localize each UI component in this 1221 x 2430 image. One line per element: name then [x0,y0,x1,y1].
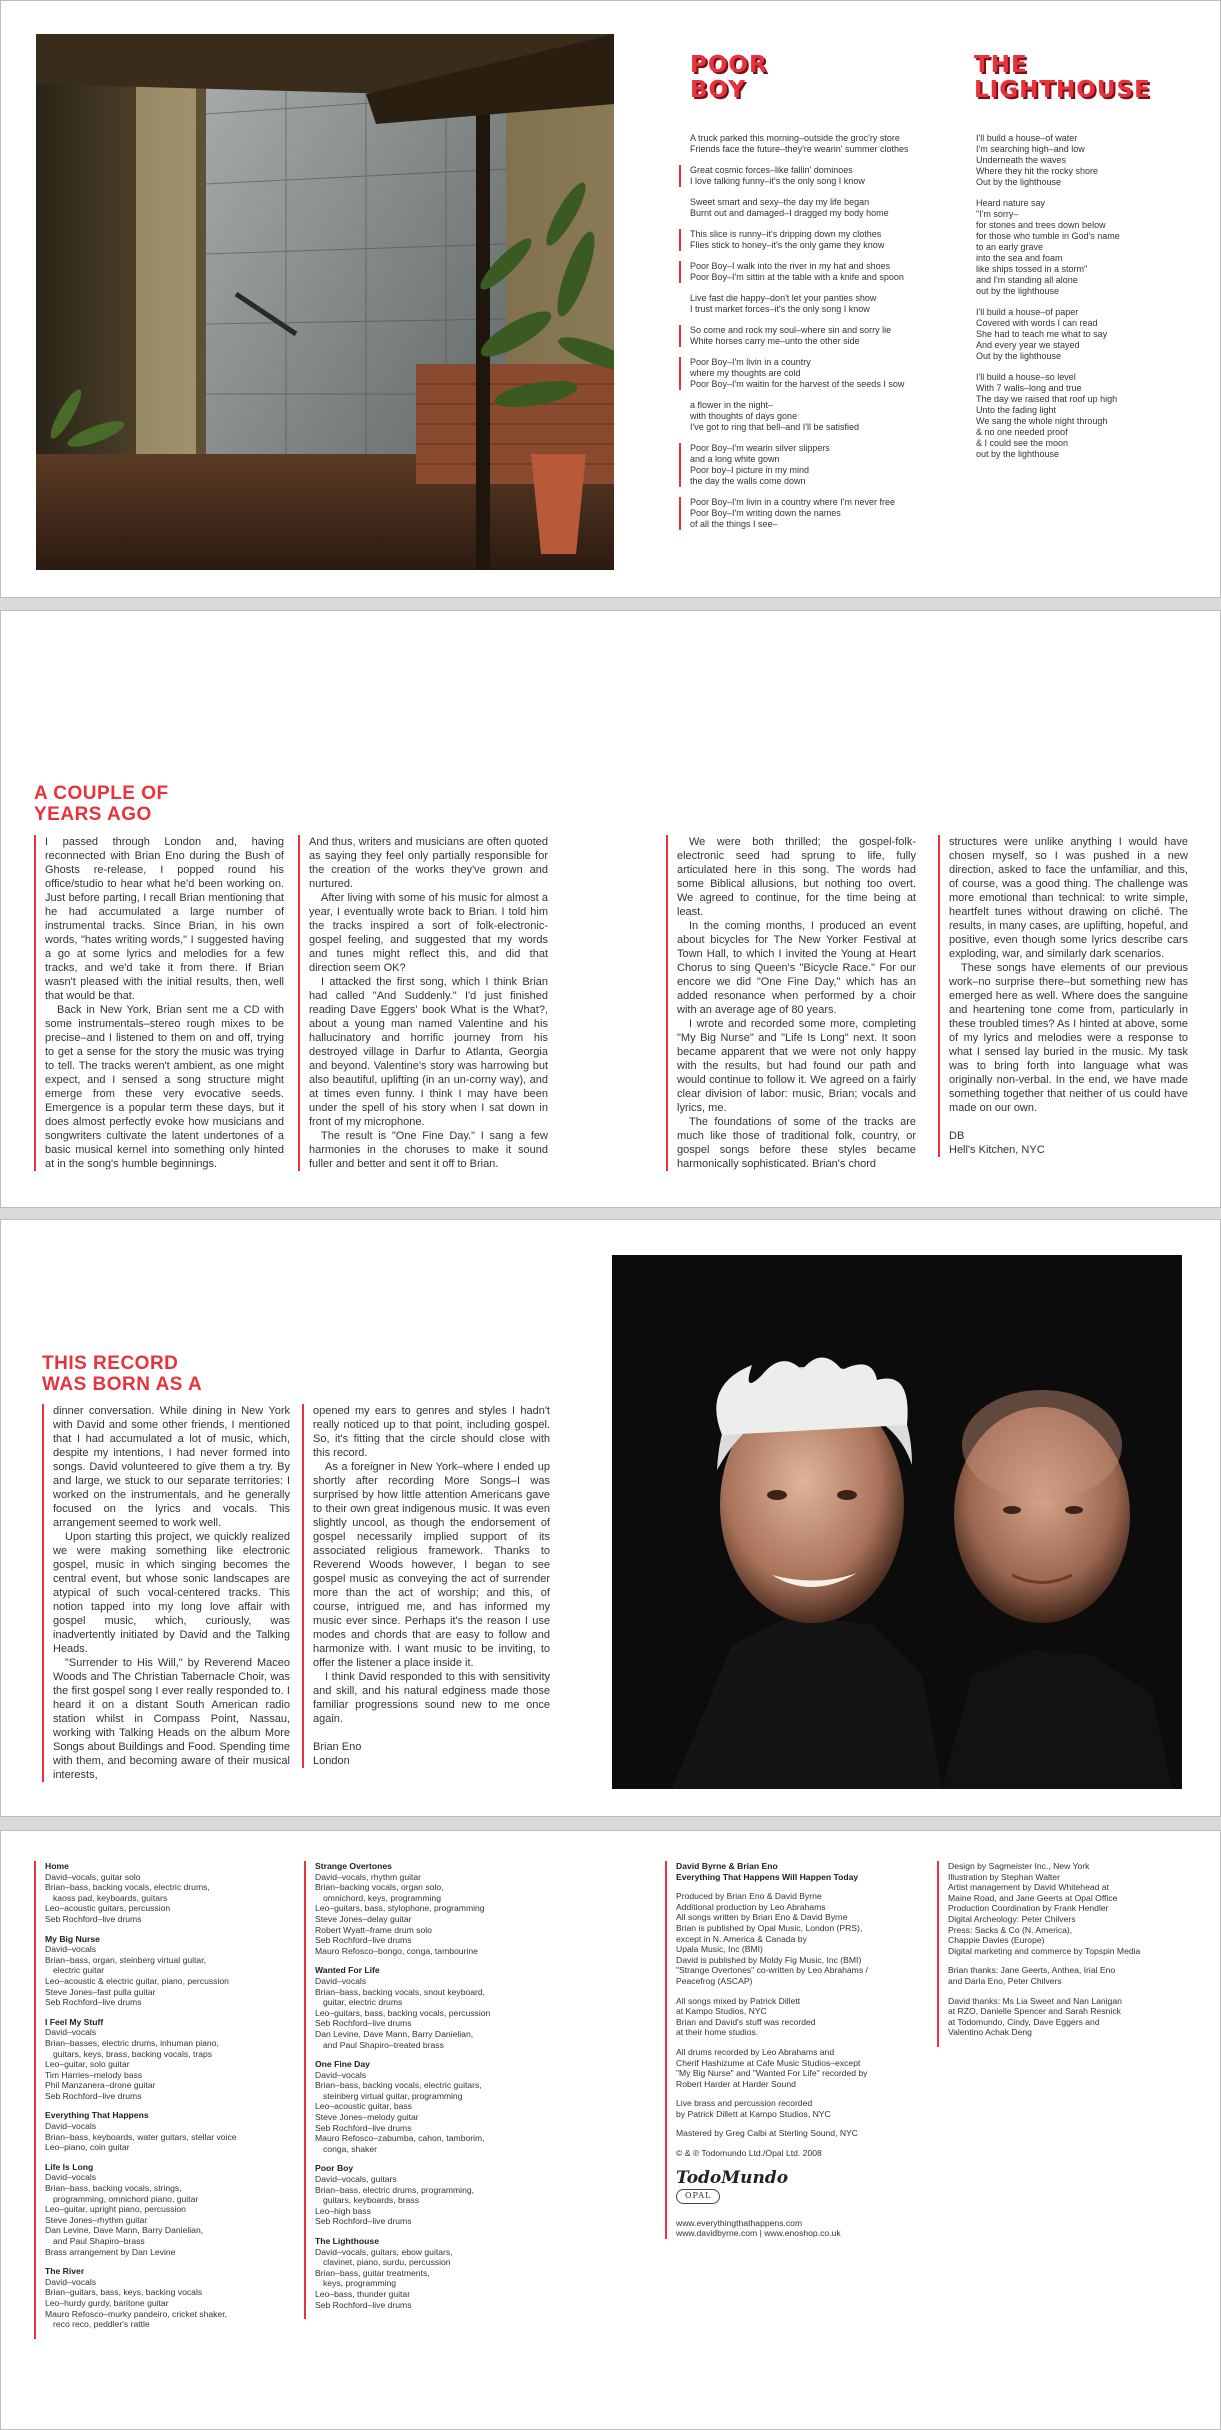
essay-paragraph: The result is "One Fine Day." I sang a few harmonies in the choruses to make it sound fuller and better and sent it off to Brian. [309,1130,548,1170]
credit-track-title: Life Is Long [45,2161,94,2172]
credit-line: Steve Jones–rhythm guitar [45,2214,148,2225]
credits-column-3 [665,1861,920,2239]
essay-column-2 [298,835,548,1171]
lyric-line: a flower in the night– [690,400,774,410]
credit-line: © & ℗ Todomundo Ltd./Opal Ltd. 2008 [676,2148,822,2159]
room-illustration-art [36,34,614,570]
lyric-line: I'll build a house–so level [976,372,1076,382]
credit-group [676,1891,920,1986]
credit-line: guitar, electric drums [323,1997,403,2008]
essay-paragraph: structures were unlike anything I would have chosen myself, so I was pushed in a new direction, asked to face the unfamiliar, and this, of course, was a good thing. The challenge was more emotional than technical: to write simple, heartfelt tunes without drawing on cliché. The results, in many cases, are uplifting, hopeful, and positive, even though some lyrics describe cars exploding, war, and similarly dark scenarios. [949,836,1188,960]
lyric-stanza [976,133,1176,188]
credit-group [676,1996,920,2038]
credit-line: Brian–bass, backing vocals, snout keyboard, [315,1986,486,1997]
credit-line: Design by Sagmeister Inc., New York [948,1861,1090,1871]
credit-line: Seb Rochford–live drums [45,1997,142,2008]
signature-name: Brian Eno [313,1741,362,1753]
lyric-line: Poor Boy–I'm sittin at the table with a knife and spoon [690,272,904,282]
lyric-line: Poor Boy–I'm livin in a country [690,357,811,367]
credit-line: Leo–piano, coin guitar [45,2142,130,2153]
credit-line: Brian and David's stuff was recorded [676,2016,816,2027]
credit-line: Everything That Happens Will Happen Today [676,1871,859,1882]
essay-paragraph: I think David responded to this with sensitivity and skill, and his natural edginess made those familiar progressions sound new to me once again. [313,1671,550,1725]
lyric-line: Poor Boy–I'm wearin silver slippers [690,443,830,453]
credit-group [45,2110,289,2152]
credit-line: Mastered by Greg Calbi at Sterling Sound, NYC [676,2128,858,2139]
essay-column-3 [666,835,916,1171]
credit-line: Maine Road, and Jane Geerts at Opal Office [948,1892,1118,1903]
credit-group [676,1861,920,1882]
credit-line: steinberg virtual guitar, programming [323,2090,463,2101]
lyric-line: Great cosmic forces–like fallin' dominoes [690,165,853,175]
credit-group [45,2266,289,2330]
credit-line: at their home studios. [676,2027,759,2038]
credit-line: Leo–bass, thunder guitar [315,2288,411,2299]
essay-paragraph: Upon starting this project, we quickly realized we were making something like electronic gospel, music in which singing becomes the central event, but whose sonic landscapes are atypical of such vocal-centered tracks. This notion tapped into my long love affair with gospel music, which, curiously, was inadvertently initiated by David and the Talking Heads. [53,1531,290,1655]
lyric-line: & no one needed proof [976,427,1068,437]
essay-heading-line1: THIS RECORD [42,1353,179,1374]
credit-track-title: David Byrne & Brian Eno [676,1861,778,1871]
credit-group [45,2162,289,2257]
credit-line: Tim Harries–melody bass [45,2069,143,2080]
essay-heading-line1: A COUPLE OF [34,783,169,804]
lyric-stanza [690,133,960,155]
lyric-line: We sang the whole night through [976,416,1108,426]
poor-boy-lyrics [690,133,960,540]
credit-group [676,2047,920,2089]
credit-line: Robert Harder at Harder Sound [676,2078,796,2089]
url-davidbyrne-enoshop[interactable]: www.davidbyrne.com | www.enoshop.co.uk [676,2228,841,2239]
lyric-line: like ships tossed in a storm" [976,264,1088,274]
lyric-line: So come and rock my soul–where sin and sorry lie [690,325,892,335]
credit-line: Artist management by David Whitehead at [948,1882,1109,1893]
essay-column-1 [42,1404,290,1782]
credit-line: Steve Jones–melody guitar [315,2112,419,2123]
credit-line: David–vocals, guitars [315,2174,397,2185]
credit-line: Brian–bass, keyboards, water guitars, stellar voice [45,2131,237,2142]
lyric-stanza [679,497,960,530]
credit-group [315,2059,559,2154]
essay-paragraph: I wrote and recorded some more, completing "My Big Nurse" and "Life Is Long" next. It soon became apparent that we were not only happy with the results, but had found our path and would continue to follow it. We agreed on a fairly clear division of labor: music, Brian; vocals and lyrics, me. [677,1018,916,1114]
credit-line: Steve Jones–delay guitar [315,1913,412,1924]
lyric-line: Friends face the future–they're wearin' summer clothes [690,144,909,154]
credit-line: Seb Rochford–live drums [315,1935,412,1946]
essay-paragraph: And thus, writers and musicians are often quoted as saying they feel only partially responsible for the creation of the works they've grown and nurtured. [309,836,548,890]
essay-heading [42,1353,202,1395]
lyric-stanza [679,325,960,347]
credit-line: Production Coordination by Frank Hendler [948,1903,1109,1914]
credit-line: Leo–hurdy gurdy, baritone guitar [45,2297,169,2308]
credit-group [948,1965,1197,1986]
credit-line: "My Big Nurse" and "Wanted For Life" recorded by [676,2068,868,2079]
credit-line: Press: Sacks & Co (N. America), [948,1924,1073,1935]
signature-location: Hell's Kitchen, NYC [949,1144,1045,1156]
lyric-line: I'll build a house–of paper [976,307,1079,317]
lyric-stanza [690,293,960,315]
lyric-line: Poor Boy–I'm writing down the names [690,508,841,518]
credit-track-title: Strange Overtones [315,1861,392,1871]
credit-group [948,1861,1197,1956]
credit-line: guitars, keys, brass, backing vocals, traps [53,2048,213,2059]
portrait-art [612,1255,1182,1789]
lyric-stanza [690,197,960,219]
lyric-stanza [679,261,960,283]
credit-track-title: One Fine Day [315,2059,370,2070]
url-everythingthathappens[interactable]: www.everythingthathappens.com [676,2217,803,2228]
lyric-line: Poor Boy–I'm livin in a country where I'm never free [690,497,896,507]
portrait-photo [612,1255,1182,1789]
credit-group [315,1965,559,2050]
lyric-stanza [976,198,1176,297]
credit-line: Steve Jones–fast pulla guitar [45,1986,156,1997]
credit-line: David–vocals [315,2069,367,2080]
essay-paragraph: Back in New York, Brian sent me a CD with some instrumentals–stereo rough mixes to be precise–and I listened to them on and off, trying to get a sense for the story the music was trying to tell. The tracks weren't ambient, as one might expect, and I sensed a song structure might emerge from these very evocative seeds. Emergence is a popular term these days, but it does almost perfectly evoke how musicians and songwriters cultivate the latent undertones of a basic musical kernel into something only hinted at in the song's humble beginnings. [45,1004,284,1170]
essay-signature [313,1740,550,1768]
lyric-line: Out by the lighthouse [976,177,1062,187]
credits-column-1 [34,1861,289,2339]
credit-line: at RZO, Danielle Spencer and Sarah Resnick [948,2006,1121,2017]
lyric-line: Live fast die happy–don't let your panties show [690,293,877,303]
essay-column-1 [34,835,284,1171]
lyric-line: for those who tumble in God's name [976,231,1120,241]
credit-track-title: The Lighthouse [315,2236,379,2246]
credit-line: Leo–guitars, bass, stylophone, programming [315,1903,485,1914]
credit-line: omnichord, keys, programming [323,1892,441,1903]
credit-line: Leo–acoustic & electric guitar, piano, percussion [45,1975,229,1986]
credit-line: Mauro Refosco–zabumba, cahon, tamborim, [315,2133,485,2144]
credits-column-2 [304,1861,559,2319]
credit-line: David–vocals, guitar solo [45,1871,141,1882]
lyric-line: And every year we stayed [976,340,1080,350]
lyric-line: Out by the lighthouse [976,351,1062,361]
essay-paragraph: I passed through London and, having reconnected with Brian Eno during the Bush of Ghosts re-release, I popped round his office/studio to hear what he'd been working on. Just before parting, I recall Brian mentioning that he had accumulated a large number of instrumental tracks. Since Brian, in his own words, "hates writing words," I suggested having a go at some lyrics and melodies for a few tracks, and we'd take it from there. If Brian wasn't pleased with the initial results, then, well that would be that. [45,836,284,1002]
credit-line: David–vocals [45,1944,97,1955]
lyric-line: out by the lighthouse [976,286,1060,296]
credit-line: Brian–bass, backing vocals, electric guitars, [315,2080,482,2091]
essay-heading-line2: WAS BORN AS A [42,1374,203,1395]
credit-line: Seb Rochford–live drums [315,2216,412,2227]
essay-paragraph: These songs have elements of our previous work–no surprise there–but something new has emerged here as well. Where does the sanguine and heartening tone come from, particularly in these troubled times? As I hinted at above, some of my lyrics and melodies were a response to what I sensed lay buried in the music. My task was to bring forth into language what was originally non-verbal. In the end, we have made something together that neither of us could have made on our own. [949,962,1188,1114]
lyric-line: The day we raised that roof up high [976,394,1118,404]
credit-line: David is published by Moldy Fig Music, Inc (BMI) [676,1954,862,1965]
credit-line: guitars, keyboards, brass [323,2195,420,2206]
credit-line: Brass arrangement by Dan Levine [45,2246,176,2257]
credit-group [315,2236,559,2310]
lyric-line: Heard nature say [976,198,1046,208]
essay-heading-line2: YEARS AGO [34,804,152,825]
lyric-stanza [679,443,960,487]
credit-line: Live brass and percussion recorded [676,2098,813,2109]
lyric-line: for stones and trees down below [976,220,1106,230]
credit-group [676,2098,920,2119]
lyric-stanza [679,357,960,390]
credit-line: Leo–acoustic guitars, percussion [45,1903,171,1914]
credit-line: Mauro Refosco–murky pandeiro, cricket shaker, [45,2308,227,2319]
credit-line: Brian–backing vocals, organ solo, [315,1882,444,1893]
credit-line: keys, programming [323,2278,397,2289]
lyric-line: and a long white gown [690,454,780,464]
credit-line: Produced by Brian Eno & David Byrne [676,1891,822,1902]
room-illustration [36,34,614,570]
credit-line: Seb Rochford–live drums [315,2122,412,2133]
lyric-line: to an early grave [976,242,1044,252]
credit-line: Digital Archeology: Peter Chilvers [948,1913,1076,1924]
credit-line: Leo–high bass [315,2205,371,2216]
credit-line: Valentino Achak Deng [948,2027,1032,2038]
lyric-line: Covered with words I can read [976,318,1098,328]
credit-line: Digital marketing and commerce by Topspin Media [948,1945,1141,1956]
credit-line: Seb Rochford–live drums [315,2018,412,2029]
credit-line: Upala Music, Inc (BMI) [676,1944,763,1955]
credit-track-title: I Feel My Stuff [45,2016,104,2027]
lyric-line: This slice is runny–it's dripping down my clothes [690,229,882,239]
credit-group [948,1996,1197,2038]
lyric-line: Where they hit the rocky shore [976,166,1099,176]
lighthouse-title: THE LIGHTHOUSE [974,52,1151,103]
credit-line: Robert Wyatt–frame drum solo [315,1924,432,1935]
lyric-line: Burnt out and damaged–I dragged my body home [690,208,889,218]
credit-line: Brian–bass, electric drums, programming, [315,2184,475,2195]
credit-line: Cherif Hashizume at Cafe Music Studios–except [676,2057,861,2068]
credit-line: Chappie Davies (Europe) [948,1935,1045,1946]
credit-line: Seb Rochford–live drums [45,2090,142,2101]
lyric-line: Unto the fading light [976,405,1057,415]
credit-line: David–vocals [45,2027,97,2038]
lyric-line: and I'm standing all alone [976,275,1078,285]
credit-line: Brian is published by Opal Music, London (PRS), [676,1922,863,1933]
essay-paragraph: As a foreigner in New York–where I ended up shortly after recording More Songs–I was surprised by how little attention Americans gave to their own great indigenous music. It was even slightly uncool, as though the endorsement of gospel necessarily implied support of its associated religious framework. Thanks to Reverend Woods however, I began to see gospel music as conveying the act of surrender more than the act of worship; and this, of course, intrigued me, and has informed my music ever since. Perhaps it's the reason I use modes and chords that are easy to follow and harmonize with. I want music to be inviting, to offer the listener a place inside it. [313,1461,550,1669]
credit-line: electric guitar [53,1965,105,1976]
credit-line: by Patrick Dillett at Kampo Studios, NYC [676,2108,831,2119]
lyric-line: Sweet smart and sexy–the day my life began [690,197,870,207]
credit-track-title: Everything That Happens [45,2110,149,2121]
credit-line: and Darla Eno, Peter Chilvers [948,1975,1062,1986]
credits-page [0,1830,1221,2430]
credit-track-title: The River [45,2266,85,2277]
credit-group [45,1934,289,2008]
credit-line: and Paul Shapiro–treated brass [323,2039,444,2050]
credit-line: Phil Manzanera–drone guitar [45,2080,156,2091]
credit-group [315,1861,559,1956]
lyric-line: where my thoughts are cold [690,368,801,378]
credit-line: Additional production by Leo Abrahams [676,1901,826,1912]
lighthouse-lyrics [976,133,1176,470]
lyric-line: with thoughts of days gone [690,411,798,421]
credit-line: "Strange Overtones" co-written by Leo Abrahams / [676,1965,868,1976]
credit-line: Peacefrog (ASCAP) [676,1975,753,1986]
credit-line: kaoss pad, keyboards, guitars [53,1892,168,1903]
credit-line: Dan Levine, Dave Mann, Barry Danielian, [315,2028,474,2039]
signature-initials: DB [949,1130,965,1142]
credit-track-title: Wanted For Life [315,1965,380,1976]
essay-signature [949,1129,1188,1157]
credit-track-title: Poor Boy [315,2163,354,2174]
lyric-stanza [976,307,1176,362]
lyric-line: She had to teach me what to say [976,329,1108,339]
credit-line: Leo–guitar, solo guitar [45,2059,130,2070]
lyric-line: into the sea and foam [976,253,1063,263]
credit-group [315,2163,559,2227]
credit-line: Brian–bass, backing vocals, strings, [45,2183,182,2194]
essay-paragraph: I attacked the first song, which I think Brian had called "And Suddenly." I'd just finished reading Dave Eggers' book What is the What?, about a young man named Valentine and his hallucinatory and horrific journey from his destroyed village in Darfur to Atlanta, Georgia and beyond. Valentine's story was harrowing but also beautiful, uplifting (in an un-corny way), and at times even funny. I think I may have been under the spell of his story when I sat down in front of my microphone. [309,976,548,1128]
credit-line: Brian–bass, guitar treatments, [315,2267,430,2278]
credit-line: David–vocals, guitars, ebow guitars, [315,2246,453,2257]
credit-line: All drums recorded by Leo Abrahams and [676,2046,835,2057]
credit-line: Leo–guitars, bass, backing vocals, percussion [315,2007,491,2018]
lyric-stanza [690,400,960,433]
lyric-stanza [679,165,960,187]
credit-line: at Kampo Studios, NYC [676,2006,767,2017]
lyrics-page [0,0,1221,598]
credit-line: Brian–bass, organ, steinberg virtual guitar, [45,1954,206,1965]
credit-line: reco reco, peddler's rattle [53,2319,150,2330]
credit-line: David–vocals [45,2172,97,2183]
lyric-line: I've got to ring that bell–and I'll be satisfied [690,422,860,432]
lyric-stanza [679,229,960,251]
credit-line: Leo–acoustic guitar, bass [315,2101,412,2112]
credit-group [676,2148,920,2159]
opal-logo: OPAL [676,2189,720,2204]
credit-line: All songs written by Brian Eno & David Byrne [676,1912,848,1923]
credits-urls [676,2218,920,2239]
credit-group [45,1861,289,1925]
credit-group [45,2017,289,2102]
essay-paragraph: dinner conversation. While dining in New York with David and some other friends, I mentioned that I had accumulated a lot of music, which, despite my intentions, I had never formed into songs. David volunteered to give them a try. By and large, we stuck to our separate territories: I worked on the instrumentals, and he generally focused on the lyrics and vocals. This arrangement seemed to work well. [53,1405,290,1529]
credit-line: David–vocals [45,2121,97,2132]
lyric-line: I trust market forces–it's the only song I know [690,304,870,314]
lyric-line: of all the things I see– [690,519,778,529]
credit-line: Dan Levine, Dave Mann, Barry Danielian, [45,2225,204,2236]
credit-line: at Todomundo, Cindy, Dave Eggers and [948,2016,1100,2027]
credit-line: Mauro Refosco–bongo, conga, tambourine [315,1945,478,1956]
credit-line: David–vocals [315,1975,367,1986]
lyric-line: out by the lighthouse [976,449,1060,459]
lyric-line: Poor Boy–I walk into the river in my hat and shoes [690,261,891,271]
credit-line: clavinet, piano, surdu, percussion [323,2257,451,2268]
essay-paragraph: We were both thrilled; the gospel-folk-electronic seed had sprung to life, fully articulated here in this song. The words had some Biblical allusions, but nothing too overt. We agreed to continue, for the time being at least. [677,836,916,918]
essay-paragraph: opened my ears to genres and styles I hadn't really noticed up to that point, including gospel. So, it's fitting that the circle should close with this record. [313,1405,550,1459]
credit-line: Brian–bass, backing vocals, electric drums, [45,1882,210,1893]
lyric-line: the day the walls come down [690,476,806,486]
lyric-line: A truck parked this morning–outside the groc'ry store [690,133,900,143]
essay-page-david [0,610,1221,1208]
credit-line: All songs mixed by Patrick Dillett [676,1995,801,2006]
lyric-line: Flies stick to honey–it's the only game they know [690,240,885,250]
todomundo-logo: TodoMundo [676,2167,789,2188]
credit-group [676,2128,920,2139]
credit-line: except in N. America & Canada by [676,1933,807,1944]
credit-line: and Paul Shapiro–brass [53,2236,145,2246]
lyric-line: I'll build a house–of water [976,133,1078,143]
credit-line: David–vocals, rhythm guitar [315,1871,422,1882]
essay-paragraph: "Surrender to His Will," by Reverend Maceo Woods and The Christian Tabernacle Choir, was the first gospel song I ever really responded to. I heard it on a distant South American radio station whilst in Compass Point, Nassau, working with Talking Heads on the album More Songs about Buildings and Food. Spending time with them, and becoming aware of their musical interests, [53,1657,290,1781]
lyric-line: White horses carry me–unto the other side [690,336,860,346]
essay-column-2 [302,1404,550,1768]
essay-paragraph: After living with some of his music for almost a year, I eventually wrote back to Brian. I told him the tracks inspired a sort of folk-electronic-gospel feeling, and suggested that my words and tunes might reflect this, and did that direction seem OK? [309,892,548,974]
essay-column-4 [938,835,1188,1157]
credits-column-4 [937,1861,1197,2047]
lyric-line: I'm searching high–and low [976,144,1085,154]
essay-paragraph: In the coming months, I produced an event about bicycles for The New Yorker Festival at Town Hall, to which I invited the Young at Heart Chorus to sing Queen's "Bicycle Race." For our encore we did "One Fine Day," which has an added resonance when performed by a choir with an average age of 80 years. [677,920,916,1016]
essay-page-brian [0,1219,1221,1817]
credit-line: programming, omnichord piano, guitar [53,2193,199,2204]
lyric-line: Underneath the waves [976,155,1067,165]
lyric-line: Poor Boy–I'm waitin for the harvest of the seeds I sow [690,379,905,389]
lyric-line: Poor boy–I picture in my mind [690,465,810,475]
signature-location: London [313,1755,350,1767]
credit-line: Leo–guitar, upright piano, percussion [45,2204,186,2215]
essay-paragraph: The foundations of some of the tracks are much like those of traditional folk, country, or gospel songs before these styles became harmonically sophisticated. Brian's chord [677,1116,916,1170]
credit-line: Seb Rochford–live drums [45,1913,142,1924]
credit-line: Seb Rochford–live drums [315,2299,412,2310]
credit-line: Brian–basses, electric drums, inhuman piano, [45,2037,219,2048]
lyric-line: & I could see the moon [976,438,1069,448]
lyric-line: With 7 walls–long and true [976,383,1082,393]
lyric-line: I love talking funny–it's the only song I know [690,176,865,186]
credit-line: David thanks: Ms Lia Sweet and Nan Lanigan [948,1995,1122,2006]
credit-line: conga, shaker [323,2143,377,2154]
credit-track-title: Home [45,1861,69,1871]
credit-line: Illustration by Stephan Walter [948,1871,1060,1882]
credit-line: Brian thanks: Jane Geerts, Anthea, Irial Eno [948,1965,1116,1976]
lyric-stanza [976,372,1176,460]
credit-line: Brian–guitars, bass, keys, backing vocals [45,2287,203,2298]
credit-line: David–vocals [45,2276,97,2287]
poor-boy-title: POOR BOY [690,52,768,103]
essay-heading [34,783,169,825]
credit-track-title: My Big Nurse [45,1933,100,1944]
lyric-line: "I'm sorry– [976,209,1019,219]
